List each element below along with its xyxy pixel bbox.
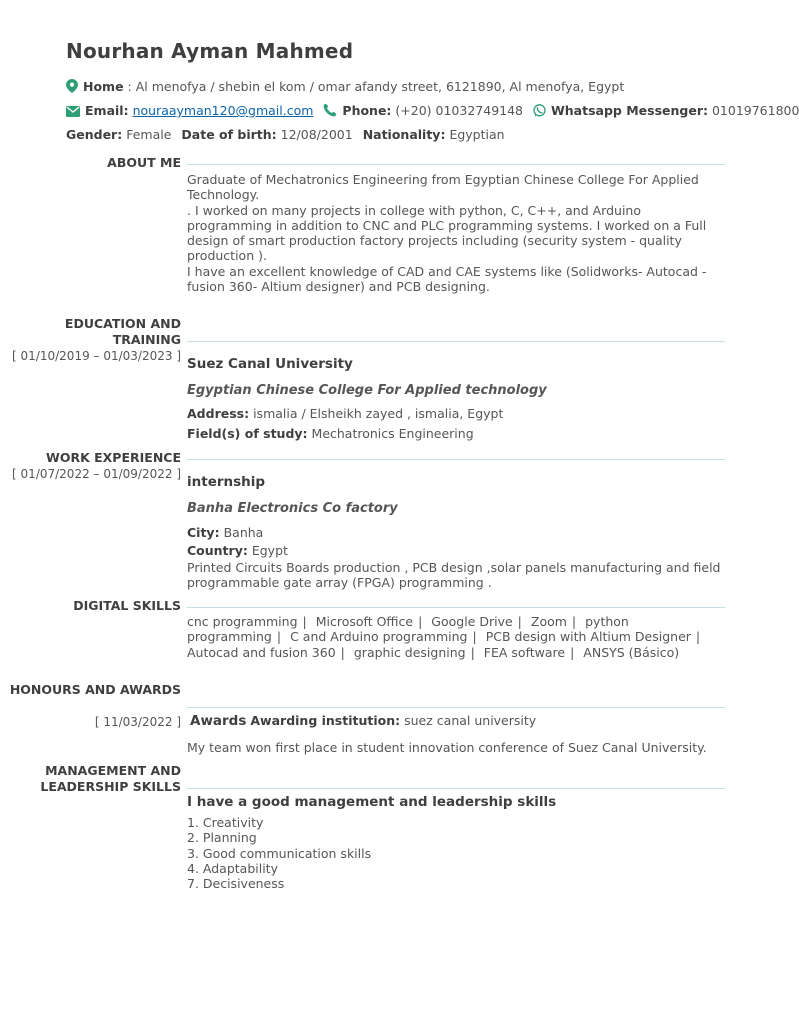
dob-value: 12/08/2001 <box>280 127 353 142</box>
education-section-title: EDUCATION AND TRAINING <box>64 316 181 347</box>
about-line: Graduate of Mechatronics Engineering from Egyptian Chinese College For Applied Technology. <box>187 172 699 203</box>
phone-value: (+20) 01032749148 <box>395 103 524 118</box>
work-city <box>187 525 263 540</box>
work-section-title: WORK EXPERIENCE <box>46 450 181 465</box>
nationality-value: Egyptian <box>449 127 505 142</box>
honours-divider <box>187 707 725 708</box>
dob-label: Date of birth: <box>181 127 277 142</box>
list-item: 3. Good communication skills <box>187 845 372 861</box>
gender-label: Gender: <box>66 127 123 142</box>
work-role: internship <box>187 474 266 490</box>
skill-item: Zoom <box>530 614 567 629</box>
award-institution-value: suez canal university <box>404 713 537 728</box>
management-divider <box>187 788 725 789</box>
award-institution-label: Awarding institution: <box>250 713 401 728</box>
about-text <box>187 172 725 294</box>
about-section-title: ABOUT ME <box>107 155 181 170</box>
education-field-label: Field(s) of study: <box>187 426 308 441</box>
candidate-name: Nourhan Ayman Mahmed <box>66 39 354 63</box>
honours-date: [ 11/03/2022 ] <box>94 715 181 729</box>
work-country-value: Egypt <box>251 543 288 558</box>
skill-item: PCB design with Altium Designer <box>485 629 691 645</box>
about-line: design of smart production factory projects including (security system - quality production ). <box>187 233 682 264</box>
home-address-line <box>66 79 624 96</box>
gender-value: Female <box>126 127 172 142</box>
list-item: 7. Decisiveness <box>187 876 285 892</box>
education-address <box>187 406 503 421</box>
list-item: 4. Adaptability <box>187 860 278 876</box>
education-address-value: ismalia / Elsheikh zayed , ismalia, Egypt <box>253 406 504 421</box>
award-title: Awards <box>190 713 247 729</box>
personal-details-line <box>66 127 505 142</box>
whatsapp-value: 01019761800 <box>711 103 799 118</box>
phone-icon <box>323 103 337 120</box>
list-item: 1. Creativity <box>187 815 264 830</box>
skill-item: C and Arduino programming <box>290 629 468 645</box>
work-description: Printed Circuits Boards production , PCB design ,solar panels manufacturing and field programmable gate array (FPGA) programming . <box>187 560 721 591</box>
digital-divider <box>187 607 725 608</box>
home-value: : Al menofya / shebin el kom / omar afandy street, 6121890, Al menofya, Egypt <box>123 79 625 94</box>
honours-section-title: HONOURS AND AWARDS <box>9 682 181 697</box>
education-divider <box>187 341 725 342</box>
email-label: Email: <box>85 103 129 118</box>
email-link[interactable]: nouraayman120@gmail.com <box>132 103 314 118</box>
about-line: I have an excellent knowledge of CAD and CAE systems like (Solidworks- Autocad - fusion 360- Altium designer) and PCB designing. <box>187 263 707 295</box>
phone-label: Phone: <box>342 103 392 118</box>
home-label: Home <box>83 79 124 94</box>
whatsapp-icon <box>533 104 546 120</box>
education-college: Egyptian Chinese College For Applied technology <box>187 383 547 398</box>
list-item: 2. Planning <box>187 830 257 846</box>
contact-line <box>66 103 799 120</box>
work-company: Banha Electronics Co factory <box>187 501 398 516</box>
digital-section-title: DIGITAL SKILLS <box>73 598 181 613</box>
whatsapp-label: Whatsapp Messenger: <box>551 103 708 118</box>
work-divider <box>187 459 725 460</box>
management-list <box>187 815 725 891</box>
skill-item: python programming <box>187 614 629 645</box>
skill-item: FEA software <box>483 644 566 660</box>
award-description: My team won first place in student innovation conference of Suez Canal University. <box>187 740 707 755</box>
envelope-icon <box>66 105 80 120</box>
skill-item: Autocad and fusion 360 <box>187 644 336 660</box>
education-address-label: Address: <box>187 406 250 421</box>
location-pin-icon <box>66 79 78 96</box>
award-line <box>190 713 536 729</box>
management-section-title: MANAGEMENT AND LEADERSHIP SKILLS <box>40 763 181 794</box>
nationality-label: Nationality: <box>362 127 446 142</box>
skill-item: graphic designing <box>353 644 466 660</box>
skill-item: cnc programming <box>187 614 298 629</box>
education-date: [ 01/10/2019 – 01/03/2023 ] <box>12 349 181 363</box>
work-country <box>187 543 288 558</box>
skill-item: ANSYS (Básico) <box>583 644 680 660</box>
skill-item: Microsoft Office <box>315 614 414 629</box>
skill-item: Google Drive <box>431 614 513 629</box>
work-city-label: City: <box>187 525 220 540</box>
education-institution: Suez Canal University <box>187 356 353 372</box>
about-line: . I worked on many projects in college with python, C, C++, and Arduino programming in addition to CNC and PLC programming systems. I worked on a Full <box>187 202 707 233</box>
work-city-value: Banha <box>223 525 264 540</box>
education-field-value: Mechatronics Engineering <box>311 426 474 441</box>
management-heading: I have a good management and leadership skills <box>187 794 557 810</box>
work-country-label: Country: <box>187 543 248 558</box>
work-date: [ 01/07/2022 – 01/09/2022 ] <box>12 467 181 481</box>
about-divider <box>187 164 725 165</box>
digital-skills-list: cnc programming | Microsoft Office | Google Drive | Zoom | python programming | C and Arduino programming | PCB design with Altium Designer | Autocad and fusion 360 | graphic designing | FEA software | ANSYS (Básico) <box>187 614 701 660</box>
education-field <box>187 426 474 441</box>
